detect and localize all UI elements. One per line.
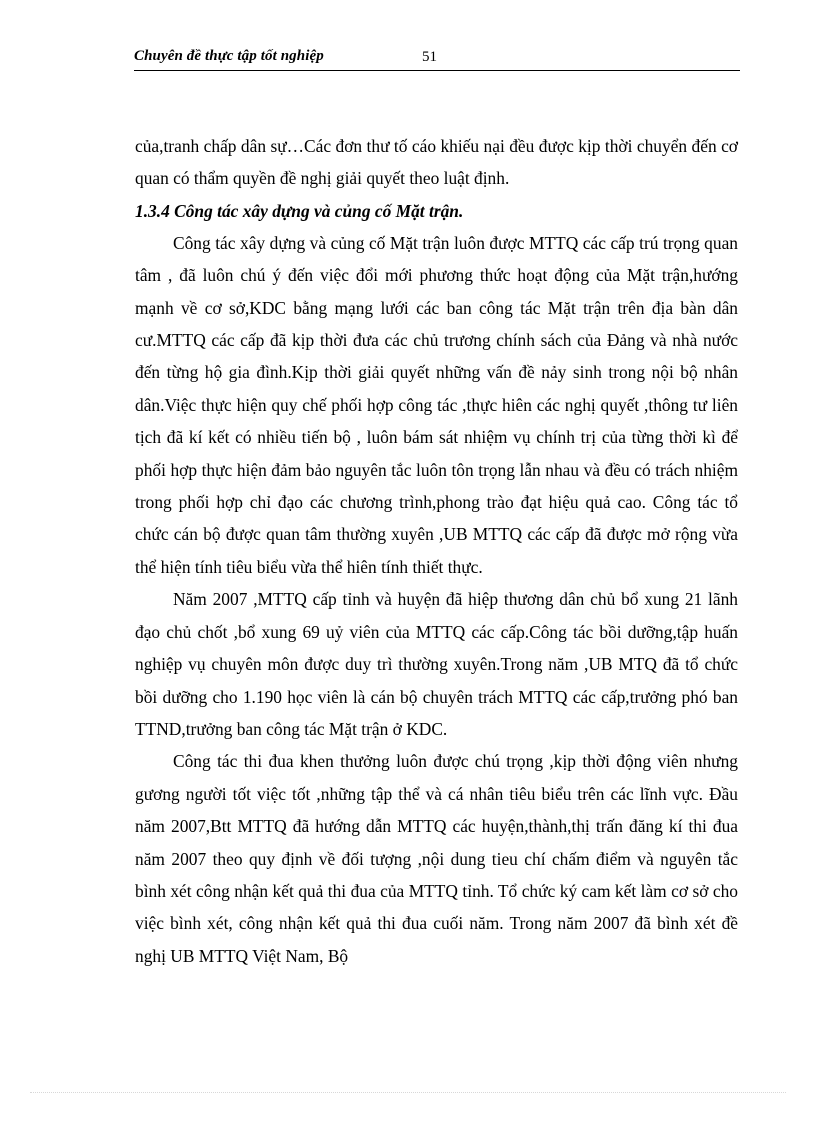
- paragraph: Công tác thi đua khen thưởng luôn được chú trọng ,kịp thời động viên nhưng gương người tốt việc tốt ,những tập thể và cá nhân tiêu biểu trên các lĩnh vực. Đầu năm 2007,Btt MTTQ đã hướng dẫn MTTQ các huyện,thành,thị trấn đăng kí thi đua năm 2007 theo quy định về đối tượng ,nội dung tieu chí chấm điểm và nguyên tắc bình xét công nhận kết quả thi đua của MTTQ tỉnh. Tổ chức ký cam kết làm cơ sở cho việc bình xét, công nhận kết quả thi đua cuối năm. Trong năm 2007 đã bình xét đề nghị UB MTTQ Việt Nam, Bộ: [135, 751, 738, 966]
- paragraph: Năm 2007 ,MTTQ cấp tỉnh và huyện đã hiệp thương dân chủ bổ xung 21 lãnh đạo chủ chốt ,bổ xung 69 uỷ viên của MTTQ các cấp.Công tác bồi dưỡng,tập huấn nghiệp vụ chuyên môn được duy trì thường xuyên.Trong năm ,UB MTQ đã tổ chức bồi dưỡng cho 1.190 học viên là cán bộ chuyên trách MTTQ các cấp,trưởng phó ban TTND,trưởng ban công tác Mặt trận ở KDC.: [135, 589, 738, 739]
- page-bottom-divider: [30, 1092, 786, 1093]
- page-number: 51: [422, 49, 437, 65]
- page-header: [134, 48, 740, 71]
- section-heading: 1.3.4 Công tác xây dựng và củng cố Mặt trận.: [135, 200, 464, 221]
- paragraph-continuation: của,tranh chấp dân sự…Các đơn thư tố cáo khiếu nại đều được kịp thời chuyển đến cơ quan có thẩm quyền đề nghị giải quyết theo luật định.: [135, 136, 738, 189]
- paragraph: Công tác xây dựng và củng cố Mặt trận luôn được MTTQ các cấp trú trọng quan tâm , đã luôn chú ý đến việc đổi mới phương thức hoạt động của Mặt trận,hướng mạnh về cơ sở,KDC bằng mạng lưới các ban công tác Mặt trận trên địa bàn dân cư.MTTQ các cấp đã kịp thời đưa các chủ trương chính sách của Đảng và nhà nước đến từng hộ gia đình.Kịp thời giải quyết những vấn đề nảy sinh trong nội bộ nhân dân.Việc thực hiện quy chế phối hợp công tác ,thực hiên các nghị quyết ,thông tư liên tịch đã kí kết có nhiều tiến bộ , luôn bám sát nhiệm vụ chính trị của từng thời kì để phối hợp thực hiện đảm bảo nguyên tắc luôn tôn trọng lẫn nhau và đều có trách nhiệm trong phối hợp chỉ đạo các chương trình,phong trào đạt hiệu quả cao. Công tác tổ chức cán bộ được quan tâm thường xuyên ,UB MTTQ các cấp đã được mở rộng vừa thể hiện tính tiêu biểu vừa thể hiên tính thiết thực.: [135, 232, 738, 577]
- document-body: [135, 130, 738, 972]
- header-title: Chuyên đề thực tập tốt nghiệp: [134, 48, 324, 64]
